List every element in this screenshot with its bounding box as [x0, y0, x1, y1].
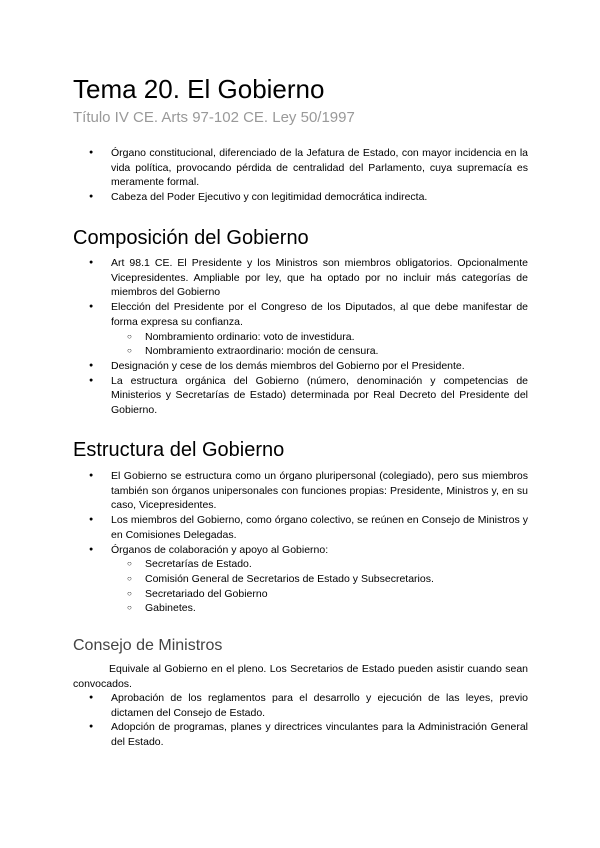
list-item: [73, 543, 528, 617]
consejo-list: [73, 691, 528, 750]
list-item-text: Art 98.1 CE. El Presidente y los Ministros son miembros obligatorios. Opcionalmente Vicepresidentes. Ampliable por ley, que ha optado por no incluir más categorías de miembros del Gobierno: [111, 257, 528, 299]
list-item: [73, 374, 528, 418]
page-title: Tema 20. El Gobierno: [73, 74, 325, 104]
list-item: [73, 359, 528, 374]
list-item-text: Elección del Presidente por el Congreso de los Diputados, al que debe manifestar de forma expresa su confianza.: [111, 301, 528, 328]
sub-list: [111, 557, 528, 616]
page-subtitle: Título IV CE. Arts 97-102 CE. Ley 50/1997: [73, 109, 355, 126]
list-item: ● Adopción de programas, planes y directrices vinculantes para la Administración General del Estado.: [73, 720, 528, 749]
list-item-text: La estructura orgánica del Gobierno (número, denominación y competencias de Ministerios y Secretarías de Estado) determinada por Real Decreto del Presidente del Gobierno.: [111, 374, 528, 417]
sub-list: [111, 330, 528, 359]
sub-list-item: ○ Nombramiento extraordinario: moción de censura.: [73, 344, 528, 359]
list-item: [73, 300, 528, 359]
list-item: [73, 256, 528, 300]
sub-list-item: ○ Secretariado del Gobierno: [73, 587, 528, 602]
estructura-list: [73, 469, 528, 616]
list-item-text: Órganos de colaboración y apoyo al Gobierno:: [111, 543, 329, 556]
consejo-paragraph: Equivale al Gobierno en el pleno. Los Secretarios de Estado pueden asistir cuando sean convocados.: [73, 663, 528, 690]
sub-list-item: ○ Nombramiento ordinario: voto de investidura.: [73, 330, 528, 345]
list-item: ● Aprobación de los reglamentos para el desarrollo y ejecución de las leyes, previo dictamen del Consejo de Estado.: [73, 691, 528, 720]
list-item: ● Órgano constitucional, diferenciado de la Jefatura de Estado, con mayor incidencia en la vida política, provocando pérdida de centralidad del Parlamento, cuya supremacía es meramente formal.: [73, 146, 528, 190]
section-heading-consejo: Consejo de Ministros: [73, 637, 223, 654]
list-item-text: Designación y cese de los demás miembros del Gobierno por el Presidente.: [111, 359, 465, 372]
sub-list-item: ○ Secretarías de Estado.: [73, 557, 528, 572]
sub-list-item: ○ Comisión General de Secretarios de Estado y Subsecretarios.: [73, 572, 528, 587]
composicion-list: [73, 256, 528, 418]
sub-list-item: ○ Gabinetes.: [73, 601, 528, 616]
intro-list: [73, 146, 528, 205]
list-item-text: El Gobierno se estructura como un órgano pluripersonal (colegiado), pero sus miembros también son órganos unipersonales con funciones propias: Presidente, Ministros y, en su caso, Vicepresidentes.: [111, 470, 528, 512]
list-item: ● Cabeza del Poder Ejecutivo y con legitimidad democrática indirecta.: [73, 190, 528, 205]
list-item: [73, 469, 528, 513]
section-heading-estructura: Estructura del Gobierno: [73, 439, 285, 461]
section-heading-composicion: Composición del Gobierno: [73, 227, 309, 249]
list-item: [73, 513, 528, 542]
list-item-text: Los miembros del Gobierno, como órgano colectivo, se reúnen en Consejo de Ministros y en Comisiones Delegadas.: [111, 514, 528, 541]
